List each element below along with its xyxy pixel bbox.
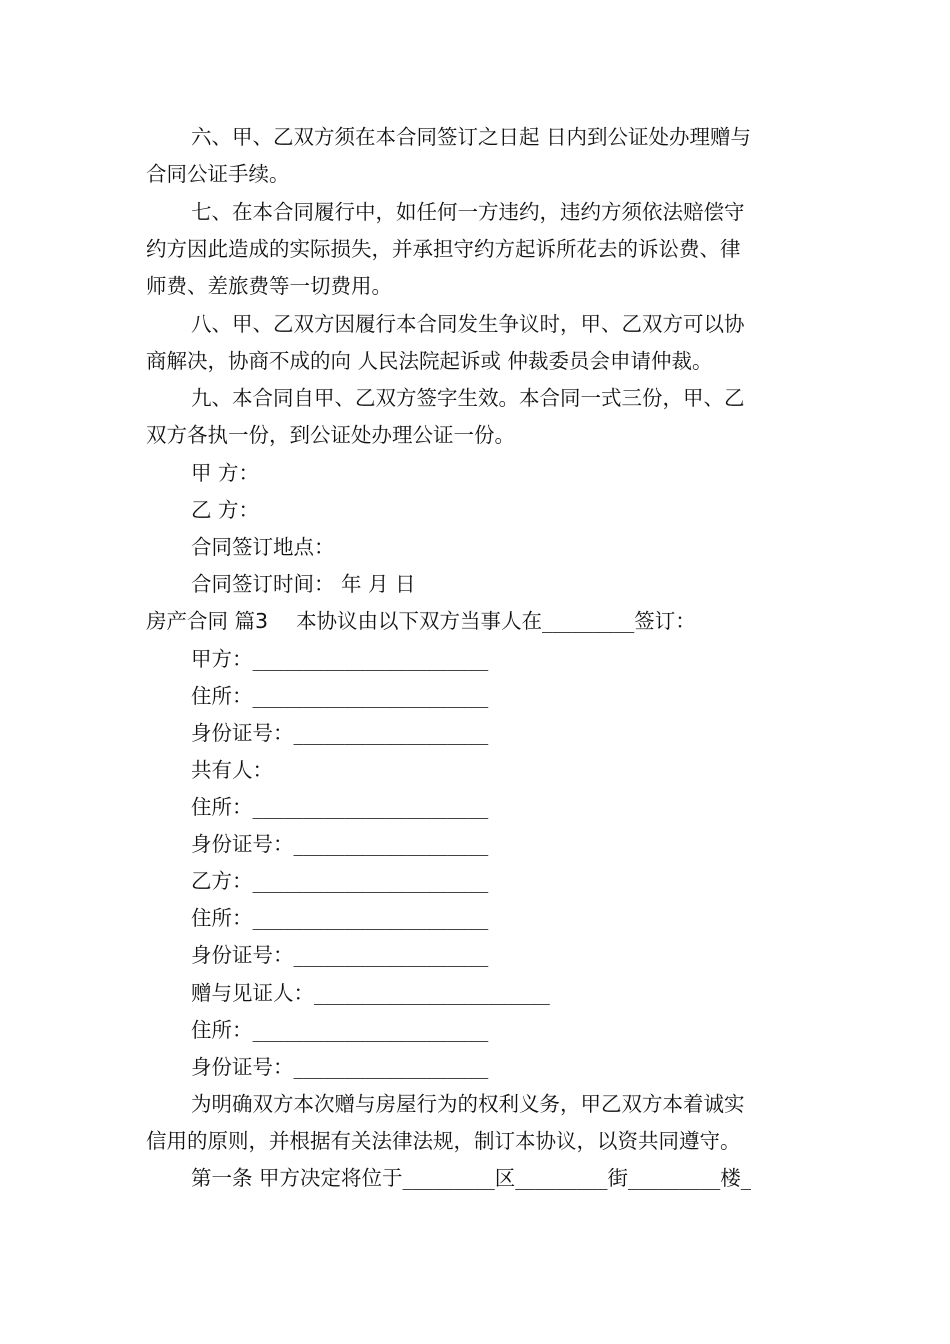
closing-line-2: 信用的原则，并根据有关法律法规，制订本协议，以资共同遵守。 [146, 1129, 741, 1153]
article-one-line: 第一条 甲方决定将位于_________区_________街_________楼_ [191, 1166, 752, 1190]
paragraph-six-line-2: 合同公证手续。 [146, 162, 290, 186]
paragraph-nine-line-2: 双方各执一份，到公证处办理公证一份。 [146, 423, 515, 447]
party-a-id-field: 身份证号：___________________ [191, 721, 489, 745]
paragraph-seven-line-3: 师费、差旅费等一切费用。 [146, 274, 392, 298]
section-intro: 本协议由以下双方当事人在_________签订： [296, 609, 696, 633]
section-heading: 房产合同 篇3 [146, 609, 269, 633]
paragraph-seven-line-1: 七、在本合同履行中，如任何一方违约，违约方须依法赔偿守 [191, 200, 745, 224]
witness-id-field: 身份证号：___________________ [191, 1055, 489, 1079]
party-a-field: 甲方：_______________________ [191, 647, 489, 671]
co-owner-address-field: 住所：_______________________ [191, 795, 489, 819]
paragraph-six-line-1: 六、甲、乙双方须在本合同签订之日起 日内到公证处办理赠与 [191, 125, 752, 149]
party-b-id-field: 身份证号：___________________ [191, 943, 489, 967]
section-heading-line [146, 608, 696, 634]
paragraph-eight-line-1: 八、甲、乙双方因履行本合同发生争议时，甲、乙双方可以协 [191, 312, 745, 336]
party-b-address-field: 住所：_______________________ [191, 906, 489, 930]
paragraph-nine-line-1: 九、本合同自甲、乙双方签字生效。本合同一式三份，甲、乙 [191, 386, 745, 410]
paragraph-eight-line-2: 商解决，协商不成的向 人民法院起诉或 仲裁委员会申请仲裁。 [146, 349, 713, 373]
signing-date: 合同签订时间： 年 月 日 [191, 572, 416, 596]
paragraph-seven-line-2: 约方因此造成的实际损失，并承担守约方起诉所花去的诉讼费、律 [146, 237, 741, 261]
party-a-address-field: 住所：_______________________ [191, 684, 489, 708]
party-b-signature: 乙 方： [191, 498, 260, 522]
signing-place: 合同签订地点： [191, 535, 335, 559]
closing-line-1: 为明确双方本次赠与房屋行为的权利义务，甲乙双方本着诚实 [191, 1092, 745, 1116]
party-a-signature: 甲 方： [191, 461, 260, 485]
witness-field: 赠与见证人：_______________________ [191, 981, 550, 1005]
co-owner-id-field: 身份证号：___________________ [191, 832, 489, 856]
witness-address-field: 住所：_______________________ [191, 1018, 489, 1042]
co-owner-label: 共有人： [191, 758, 273, 782]
party-b-field: 乙方：_______________________ [191, 869, 489, 893]
